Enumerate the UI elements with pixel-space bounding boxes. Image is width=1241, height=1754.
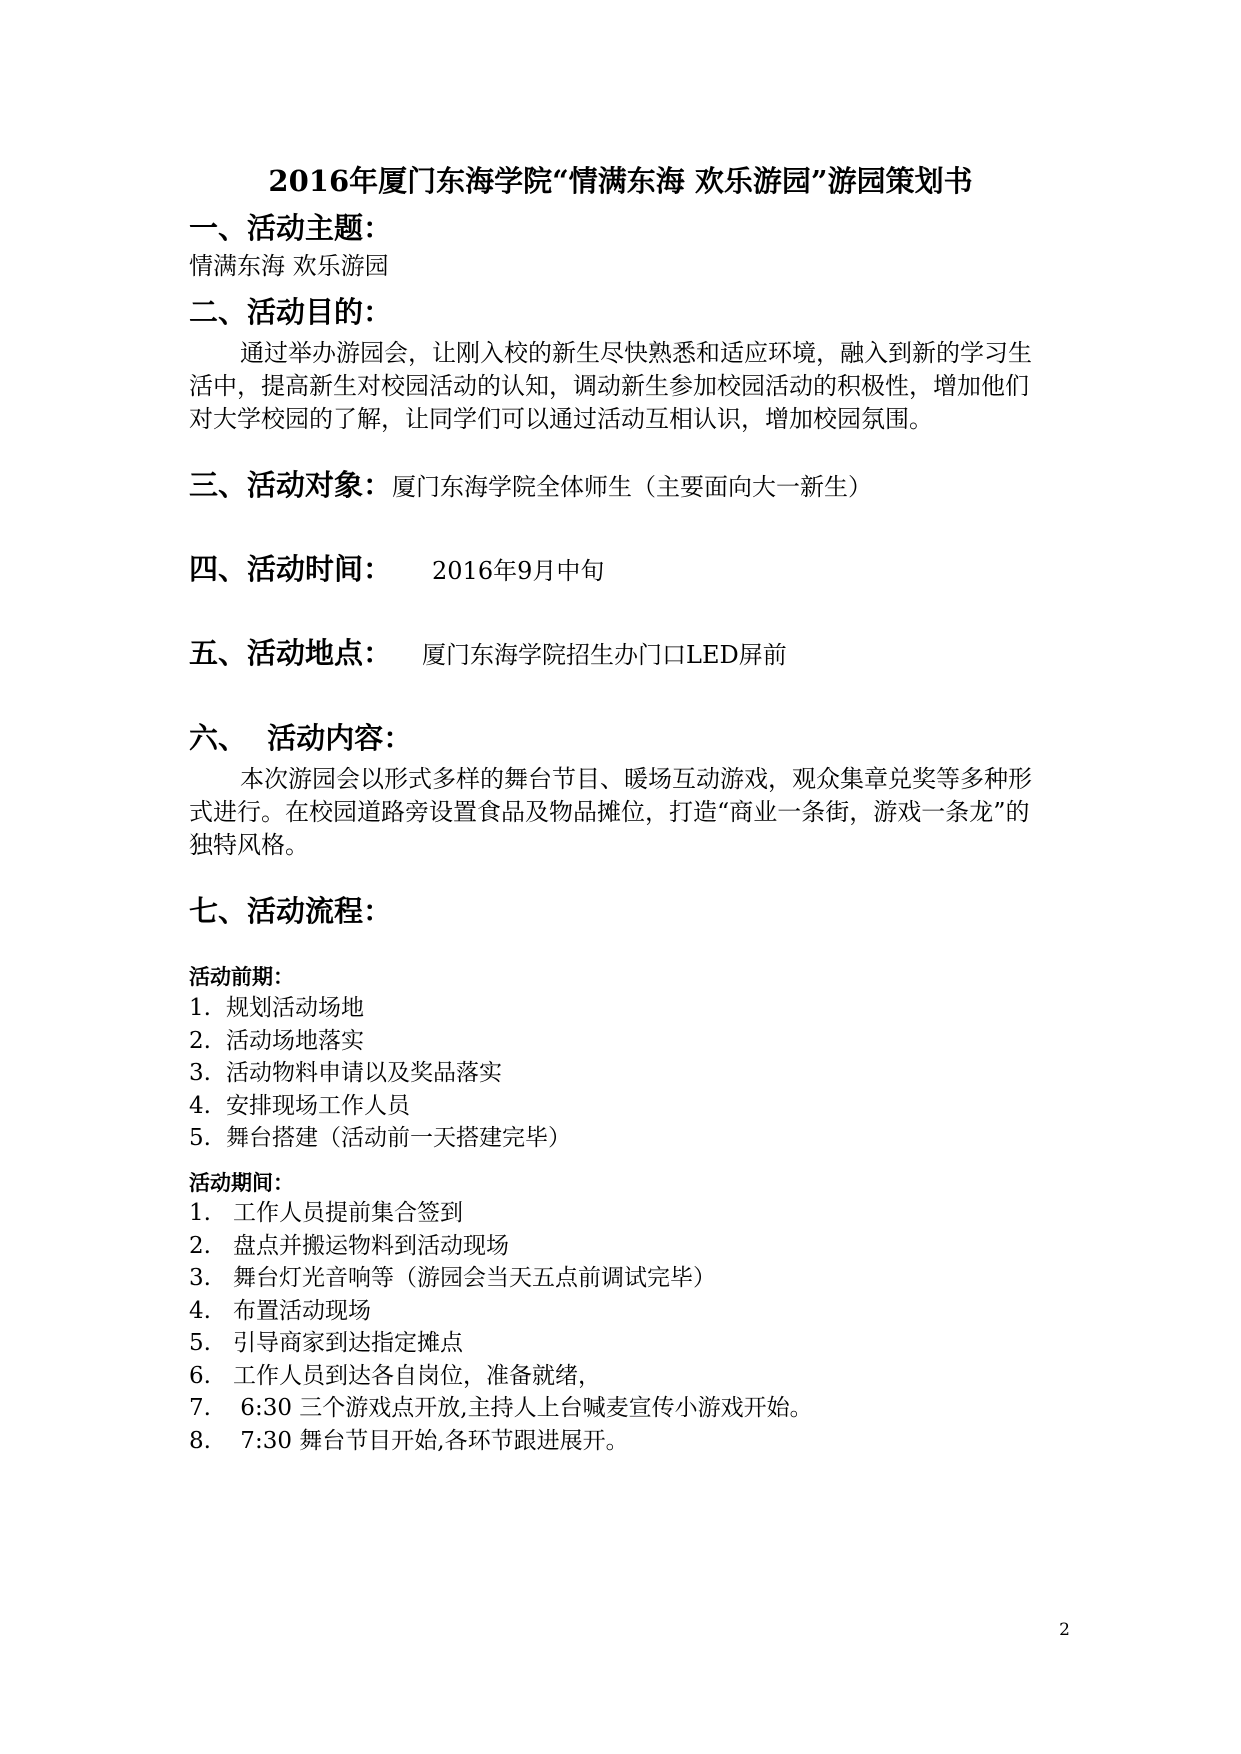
section-time [189, 551, 604, 589]
section-heading-purpose: 二、活动目的： [189, 295, 393, 329]
list-item: 5. 舞台搭建（活动前一天搭建完毕） [189, 1125, 571, 1151]
list-item: 4. 布置活动现场 [189, 1297, 371, 1324]
during-activity-list [189, 1197, 813, 1457]
section-heading-content: 六、 活动内容： [189, 721, 413, 755]
list-item: 5. 引导商家到达指定摊点 [189, 1330, 463, 1356]
list-item: 2. 活动场地落实 [189, 1027, 364, 1054]
section-heading-location: 五、活动地点： [189, 636, 393, 670]
section-body-content: 本次游园会以形式多样的舞台节目、暖场互动游戏，观众集章兑奖等多种形式进行。在校园道路旁设置食品及物品摊位，打造“商业一条街，游戏一条龙”的独特风格。 [189, 765, 1032, 859]
pre-activity-label: 活动前期： [189, 964, 294, 989]
list-item: 6. 工作人员到达各自岗位，准备就绪， [189, 1362, 601, 1389]
section-body-theme: 情满东海 欢乐游园 [189, 252, 389, 280]
section-location [189, 635, 787, 673]
list-item: 1. 工作人员提前集合签到 [189, 1200, 463, 1226]
pre-activity-list [189, 992, 571, 1155]
section-body-purpose: 通过举办游园会，让刚入校的新生尽快熟悉和适应环境，融入到新的学习生活中，提高新生对校园活动的认知，调动新生参加校园活动的积极性，增加他们对大学校园的了解，让同学们可以通过活动互相认识，增加校园氛围。 [189, 339, 1032, 433]
section-heading-audience: 三、活动对象： [189, 468, 393, 502]
section-heading-time: 四、活动时间： [189, 552, 393, 586]
list-item: 4. 安排现场工作人员 [189, 1092, 410, 1119]
document-title: 2016年厦门东海学院“情满东海 欢乐游园”游园策划书 [268, 164, 973, 198]
section-value-audience: 厦门东海学院全体师生（主要面向大一新生） [392, 473, 873, 501]
list-item: 7. 6:30 三个游戏点开放,主持人上台喊麦宣传小游戏开始。 [189, 1395, 813, 1421]
list-item: 1. 规划活动场地 [189, 995, 364, 1021]
section-heading-process: 七、活动流程： [189, 894, 393, 928]
section-value-location: 厦门东海学院招生办门口LED屏前 [422, 641, 787, 669]
list-item: 3. 活动物料申请以及奖品落实 [189, 1060, 502, 1086]
section-value-time: 2016年9月中旬 [432, 557, 605, 585]
section-heading-theme: 一、活动主题： [189, 211, 393, 245]
during-activity-label: 活动期间： [189, 1170, 294, 1195]
list-item: 8. 7:30 舞台节目开始,各环节跟进展开。 [189, 1427, 629, 1454]
section-audience [189, 467, 872, 505]
list-item: 2. 盘点并搬运物料到活动现场 [189, 1232, 509, 1259]
list-item: 3. 舞台灯光音响等（游园会当天五点前调试完毕） [189, 1265, 716, 1291]
page-number: 2 [1059, 1620, 1070, 1640]
